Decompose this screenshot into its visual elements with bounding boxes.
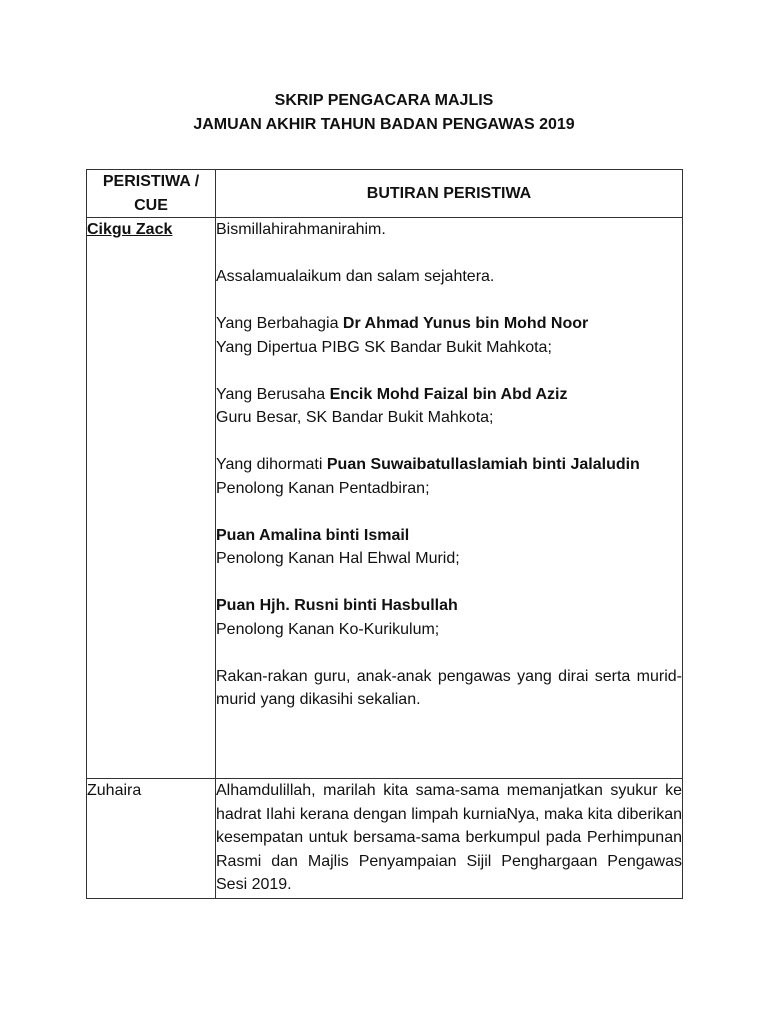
cue-cell: Zuhaira (87, 779, 216, 899)
cue-cell: Cikgu Zack (87, 218, 216, 779)
closing-greeting: Rakan-rakan guru, anak-anak pengawas yang dirai serta murid-murid yang dikasihi sekalian. (216, 667, 682, 708)
guest-name: Encik Mohd Faizal bin Abd Aziz (329, 385, 568, 403)
details-cell (216, 779, 683, 899)
guest-entry (216, 594, 682, 641)
table-row (87, 218, 683, 779)
document-title: SKRIP PENGACARA MAJLIS (274, 92, 494, 109)
guest-entry (216, 383, 682, 430)
guest-name: Puan Suwaibatullaslamiah binti Jalaludin (326, 456, 640, 473)
speech-text: Alhamdulillah, marilah kita sama-sama memanjatkan syukur ke hadrat Ilahi kerana dengan limpah kurniaNya, maka kita diberikan kesempatan untuk bersama-sama berkumpul pada Perhimpunan Rasmi dan Majlis Penyampaian Sijil Penghargaan Pengawas Sesi 2019. (216, 782, 682, 893)
table-header-row (87, 170, 683, 218)
guest-role: Yang Dipertua PIBG SK Bandar Bukit Mahkota; (216, 338, 552, 356)
guest-prefix: Yang Berusaha (216, 385, 330, 403)
opening-line: Bismillahirahmanirahim. (216, 221, 386, 238)
guest-name: Puan Amalina binti Ismail (216, 526, 410, 544)
details-cell (216, 218, 683, 779)
guest-role: Penolong Kanan Pentadbiran; (216, 479, 430, 497)
guest-name: Dr Ahmad Yunus bin Mohd Noor (342, 315, 589, 332)
guest-name: Puan Hjh. Rusni binti Hasbullah (216, 597, 458, 614)
script-table (86, 169, 683, 899)
col-header-details: BUTIRAN PERISTIWA (216, 170, 683, 218)
document-subtitle: JAMUAN AKHIR TAHUN BADAN PENGAWAS 2019 (193, 116, 575, 133)
greeting-line: Assalamualaikum dan salam sejahtera. (216, 268, 495, 285)
table-row (87, 779, 683, 899)
guest-role: Penolong Kanan Hal Ehwal Murid; (216, 550, 460, 567)
guest-entry (216, 524, 682, 571)
guest-prefix: Yang dihormati (216, 456, 327, 473)
col-header-cue: PERISTIWA / CUE (87, 170, 216, 218)
guest-role: Guru Besar, SK Bandar Bukit Mahkota; (216, 409, 494, 426)
guest-role: Penolong Kanan Ko-Kurikulum; (216, 620, 440, 638)
guest-prefix: Yang Berbahagia (216, 315, 343, 332)
guest-entry (216, 453, 682, 500)
guest-entry (216, 312, 682, 359)
